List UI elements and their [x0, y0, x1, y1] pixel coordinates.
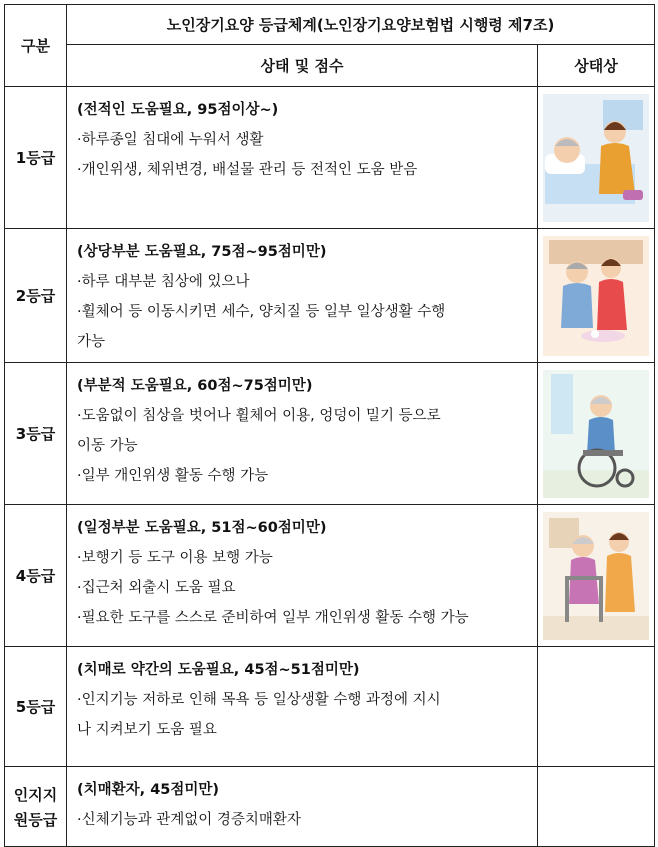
- illustration-empty: [538, 647, 655, 767]
- grade-subtitle: (치매환자, 45점미만): [77, 782, 220, 798]
- table-row: [5, 229, 655, 363]
- header-picture: 상태상: [538, 45, 655, 87]
- desc-line: 이동 가능: [77, 438, 138, 454]
- illustration-empty: [538, 767, 655, 847]
- table-row: [5, 505, 655, 647]
- table-row: [5, 767, 655, 847]
- desc-line: 나 지켜보기 도움 필요: [77, 722, 217, 738]
- grade-subtitle: (일정부분 도움필요, 51점~60점미만): [77, 520, 327, 536]
- grade-description: [67, 363, 538, 505]
- desc-line: ·일부 개인위생 활동 수행 가능: [77, 468, 269, 484]
- desc-line: ·휠체어 등 이동시키면 세수, 양치질 등 일부 일상생활 수행: [77, 304, 446, 320]
- bedridden-illustration-icon: [543, 94, 649, 222]
- desc-line: ·필요한 도구를 스스로 준비하여 일부 개인위생 활동 수행 가능: [77, 610, 469, 626]
- desc-line: ·집근처 외출시 도움 필요: [77, 580, 236, 596]
- grade-table: [4, 4, 655, 847]
- desc-line: ·개인위생, 체위변경, 배설물 관리 등 전적인 도움 받음: [77, 162, 418, 178]
- grade-label: 1등급: [5, 87, 67, 229]
- grade-label: 3등급: [5, 363, 67, 505]
- grade-label: 4등급: [5, 505, 67, 647]
- grade-description: [67, 767, 538, 847]
- grade-label: 5등급: [5, 647, 67, 767]
- table-row: [5, 87, 655, 229]
- grade-description: [67, 229, 538, 363]
- table-title: 노인장기요양 등급체계(노인장기요양보험법 시행령 제7조): [67, 5, 655, 45]
- desc-line: ·인지기능 저하로 인해 목욕 등 일상생활 수행 과정에 지시: [77, 692, 441, 708]
- desc-line: ·신체기능과 관계없이 경증치매환자: [77, 812, 301, 828]
- header-category: 구분: [5, 5, 67, 87]
- desc-line: ·하루 대부분 침상에 있으나: [77, 274, 250, 290]
- illustration-bed-feeding: [538, 229, 655, 363]
- desc-line: ·보행기 등 도구 이용 보행 가능: [77, 550, 273, 566]
- grade-subtitle: (부분적 도움필요, 60점~75점미만): [77, 378, 313, 394]
- illustration-wheelchair: [538, 363, 655, 505]
- grade-label-line2: 원등급: [13, 810, 58, 829]
- illustration-bedridden: [538, 87, 655, 229]
- grade-label: [5, 767, 67, 847]
- grade-description: [67, 505, 538, 647]
- grade-label: 2등급: [5, 229, 67, 363]
- walker-illustration-icon: [543, 512, 649, 640]
- desc-line: 가능: [77, 334, 106, 350]
- desc-line: ·도움없이 침상을 벗어나 휠체어 이용, 엉덩이 밀기 등으로: [77, 408, 441, 424]
- illustration-walker: [538, 505, 655, 647]
- grade-label-line1: 인지지: [13, 785, 58, 804]
- grade-subtitle: (상당부분 도움필요, 75점~95점미만): [77, 244, 327, 260]
- table-row: [5, 647, 655, 767]
- table-row: [5, 363, 655, 505]
- grade-subtitle: (치매로 약간의 도움필요, 45점~51점미만): [77, 662, 360, 678]
- header-status-score: 상태 및 점수: [67, 45, 538, 87]
- wheelchair-illustration-icon: [543, 370, 649, 498]
- grade-description: [67, 647, 538, 767]
- grade-subtitle: (전적인 도움필요, 95점이상~): [77, 102, 279, 118]
- feeding-illustration-icon: [543, 236, 649, 356]
- grade-description: [67, 87, 538, 229]
- desc-line: ·하루종일 침대에 누워서 생활: [77, 132, 264, 148]
